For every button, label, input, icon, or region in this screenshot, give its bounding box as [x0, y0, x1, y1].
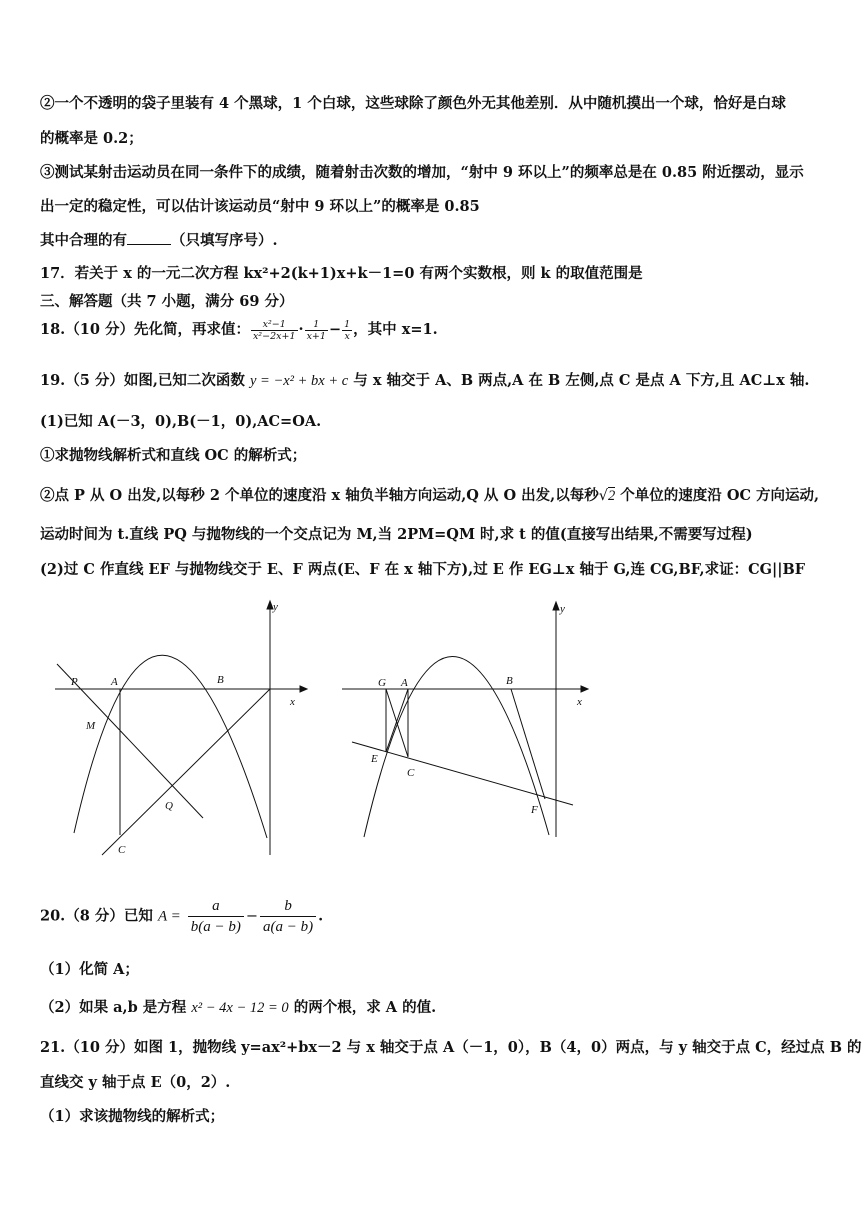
label-m: M	[86, 720, 96, 732]
q16-item2-line1: ②一个不透明的袋子里装有 4 个黑球，1 个白球，这些球除了颜色外无其他差别．从中随机摸出一个球，恰好是白球	[40, 95, 786, 112]
q20-sub1: （1）化简 A；	[40, 961, 139, 978]
q20-fraction-1	[188, 896, 244, 937]
label-e: E	[371, 753, 378, 765]
label-a: A	[401, 677, 408, 689]
label-a: A	[111, 676, 118, 688]
q18-prefix: 18.（10 分）先化简，再求值：	[40, 321, 250, 338]
q21-line1: 21.（10 分）如图 1，抛物线 y=ax²+bx－2 与 x 轴交于点 A（－1，0），B（4，0）两点，与 y 轴交于点 C，经过点 B 的	[40, 1039, 862, 1056]
q20-f2-den: a(a − b)	[263, 919, 314, 935]
q16-item3-line1: ③测试某射击运动员在同一条件下的成绩，随着射击次数的增加，“射中 9 环以上”的频率总是在 0.85 附近摆动，显示	[40, 164, 804, 181]
q18-f3-num: 1	[344, 318, 351, 330]
line-ef	[352, 742, 573, 805]
q18-fraction-1	[251, 319, 298, 342]
q20-period: .	[318, 907, 324, 925]
q19-line1-a: 19.（5 分）如图,已知二次函数	[40, 372, 245, 389]
q18-f1-num: x²−1	[251, 319, 298, 331]
label-b: B	[217, 674, 224, 686]
parabola	[364, 656, 549, 837]
q16-answer-suffix: （只填写序号）.	[171, 232, 278, 249]
label-b: B	[506, 675, 513, 687]
y-axis-arrow-icon	[553, 602, 559, 610]
q18-f3-den: x	[344, 330, 350, 342]
label-g: G	[378, 677, 386, 689]
q19-sub2-b: 个单位的速度沿 OC 方向运动,	[620, 487, 820, 504]
q20-a-equals: A =	[157, 908, 181, 925]
q18-fraction-3	[342, 319, 352, 342]
label-p: P	[71, 676, 78, 688]
q19-sub2-a: ②点 P 从 O 出发,以每秒 2 个单位的速度沿 x 轴负半轴方向运动,Q 从 O 出发,以每秒	[40, 487, 599, 504]
q20-f1-den: b(a − b)	[190, 919, 241, 935]
label-q: Q	[165, 800, 173, 812]
q20-f1-num: a	[188, 896, 244, 917]
section-title: 三、解答题（共 7 小题，满分 69 分）	[40, 293, 294, 310]
q20-sub2-b: 的两个根，求 A 的值.	[293, 999, 437, 1016]
q20-sub2	[40, 996, 436, 1017]
q18-dot: ·	[298, 321, 304, 338]
q18-line	[40, 318, 438, 342]
q19-part1: (1)已知 A(－3，0),B(－1，0),AC=OA.	[40, 413, 322, 430]
q19-sqrt-radicand: 2	[607, 488, 616, 504]
q17-text: 17．若关于 x 的一元二次方程 kx²+2(k+1)x+k－1=0 有两个实数根，则 k 的取值范围是	[40, 265, 643, 282]
label-y: y	[560, 603, 565, 615]
q16-item2-line2: 的概率是 0.2；	[40, 130, 143, 147]
label-x: x	[577, 696, 582, 708]
q19-sub1: ①求抛物线解析式和直线 OC 的解析式；	[40, 447, 307, 464]
q16-answer-line	[40, 229, 278, 250]
q20-minus: −	[245, 908, 259, 925]
q18-f1-den: x²−2x+1	[252, 330, 296, 342]
segment-bf	[511, 689, 545, 799]
q18-suffix: ，其中 x=1.	[353, 321, 438, 338]
sqrt-symbol: √	[598, 488, 608, 504]
q18-fraction-2	[305, 319, 328, 342]
q16-item3-line2: 出一定的稳定性，可以估计该运动员“射中 9 环以上”的概率是 0.85	[40, 198, 480, 215]
line-pq	[57, 664, 203, 818]
q16-answer-prefix: 其中合理的有	[40, 232, 127, 249]
label-c: C	[118, 844, 126, 856]
q19-part2: (2)过 C 作直线 EF 与抛物线交于 E、F 两点(E、F 在 x 轴下方),过 E 作 EG⊥x 轴于 G,连 CG,BF,求证：CG||BF	[40, 561, 806, 578]
q20-equation: x² − 4x − 12 = 0	[191, 1000, 289, 1016]
q18-minus: −	[328, 321, 342, 338]
q20-f2-num: b	[260, 896, 316, 917]
q19-line1	[40, 369, 809, 390]
x-axis-arrow-icon	[581, 686, 588, 692]
q19-function-formula: y = −x² + bx + c	[249, 373, 349, 389]
q20-fraction-2	[260, 896, 316, 937]
label-f: F	[531, 804, 538, 816]
q20-line	[40, 896, 323, 937]
q19-line1-b: 与 x 轴交于 A、B 两点,A 在 B 左侧,点 C 是点 A 下方,且 AC⊥x 轴.	[353, 372, 810, 389]
label-x: x	[290, 696, 295, 708]
label-c: C	[407, 767, 415, 779]
q19-sub2-line2: 运动时间为 t.直线 PQ 与抛物线的一个交点记为 M,当 2PM=QM 时,求 t 的值(直接写出结果,不需要写过程)	[40, 526, 753, 543]
figure-1	[45, 595, 315, 865]
q21-line2: 直线交 y 轴于点 E（0，2）.	[40, 1074, 231, 1091]
q19-sub2-line1	[40, 484, 819, 505]
q18-f2-num: 1	[305, 319, 328, 331]
answer-blank[interactable]	[127, 232, 171, 245]
q20-sub2-a: （2）如果 a,b 是方程	[40, 999, 187, 1016]
x-axis-arrow-icon	[300, 686, 307, 692]
q20-prefix: 20.（8 分）已知	[40, 907, 153, 925]
figure-2	[338, 597, 598, 847]
q21-sub1: （1）求该抛物线的解析式；	[40, 1108, 225, 1125]
label-y: y	[273, 601, 278, 613]
q18-f2-den: x+1	[306, 330, 326, 342]
